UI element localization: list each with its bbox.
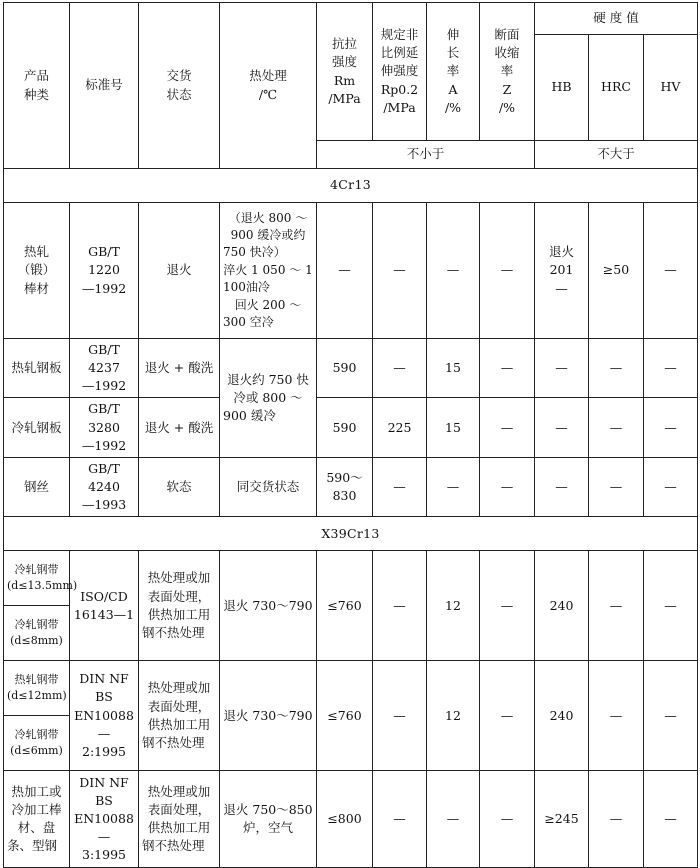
cell-delivery: 退火 + 酸洗 [139,398,220,457]
cell-heat-treatment: 同交货状态 [220,457,317,516]
cell-product: 钢丝 [4,457,70,516]
cell-standard: DIN NF BS EN10088— 3:1995 [70,771,139,868]
cell-rm: 590～830 [317,457,373,516]
cell-rm: 590 [317,398,373,457]
cell-hv: — [644,457,698,516]
cell-product: 冷轧钢带 (d≤13.5mm) [4,551,70,606]
cell-product: 冷轧钢带 (d≤6mm) [4,716,70,771]
header-hrc: HRC [589,35,644,141]
cell-hb: 退火 201 — [535,203,589,339]
cell-a: 15 [427,398,480,457]
cell-hrc: — [589,457,644,516]
cell-delivery: 热处理或加表面处理，供热加工用钢不热处理 [139,661,220,771]
cell-heat-treatment: 退火约 750 快冷或 800 ～ 900 缓冷 [220,339,317,458]
header-row-1 [4,3,698,35]
cell-standard: GB/T 4240 —1993 [70,457,139,516]
header-standard-no: 标准号 [70,3,139,169]
cell-z: — [480,457,535,516]
cell-rp: 225 [373,398,427,457]
cell-z: — [480,339,535,398]
cell-rp: — [373,661,427,771]
cell-a: 12 [427,551,480,661]
cell-a: — [427,203,480,339]
cell-a: 12 [427,661,480,771]
table-row [4,771,698,868]
cell-a: 15 [427,339,480,398]
header-yield-strength: 规定非 比例延 伸强度 Rp0.2 /MPa [373,3,427,141]
cell-hv: — [644,551,698,661]
header-hv: HV [644,35,698,141]
cell-hrc: — [589,661,644,771]
cell-standard: GB/T 3280 —1992 [70,398,139,457]
cell-standard: ISO/CD 16143—1 [70,551,139,661]
cell-rp: — [373,551,427,661]
cell-delivery: 热处理或加表面处理，供热加工用钢不热处理 [139,551,220,661]
header-hardness: 硬 度 值 [535,3,698,35]
header-hb: HB [535,35,589,141]
cell-product: 热加工或冷加工棒材、盘条、型钢 [4,771,70,868]
header-elongation: 伸 长 率 A /% [427,3,480,141]
steel-properties-table [3,2,698,868]
cell-product: 热轧（锻） 棒材 [4,203,70,339]
cell-rm: — [317,203,373,339]
header-not-greater-than: 不大于 [535,141,698,169]
cell-hrc: — [589,551,644,661]
cell-product: 热轧钢板 [4,339,70,398]
table-row [4,398,698,457]
cell-delivery: 软态 [139,457,220,516]
table-row [4,339,698,398]
cell-rm: 590 [317,339,373,398]
cell-hv: — [644,339,698,398]
section-row [4,517,698,551]
table-row [4,661,698,716]
cell-rm: ≤800 [317,771,373,868]
header-reduction-of-area: 断面 收缩 率 Z /% [480,3,535,141]
cell-delivery: 退火 [139,203,220,339]
cell-product: 冷轧钢带 (d≤8mm) [4,606,70,661]
cell-z: — [480,771,535,868]
cell-z: — [480,661,535,771]
header-heat-treatment: 热处理 /℃ [220,3,317,169]
cell-rm: ≤760 [317,661,373,771]
cell-rp: — [373,203,427,339]
cell-hv: — [644,771,698,868]
header-not-less-than: 不小于 [317,141,535,169]
cell-z: — [480,203,535,339]
cell-hb: 240 [535,551,589,661]
cell-heat-treatment: 退火 750～850 炉，空气 [220,771,317,868]
cell-hv: — [644,203,698,339]
cell-rp: — [373,771,427,868]
cell-hb: 240 [535,661,589,771]
cell-hrc: — [589,771,644,868]
table-row [4,203,698,339]
cell-hv: — [644,661,698,771]
cell-heat-treatment: （退火 800 ～ 900 缓冷或约 750 快冷） 淬火 1 050 ～ 1 100油冷 回火 200 ～ 300 空冷 [220,203,317,339]
cell-product: 冷轧钢板 [4,398,70,457]
cell-hb: ≥245 [535,771,589,868]
header-delivery-state: 交货 状态 [139,3,220,169]
section-title-4cr13: 4Cr13 [4,169,698,203]
table-row [4,551,698,606]
header-tensile-strength: 抗拉 强度 Rm /MPa [317,3,373,141]
cell-hrc: — [589,339,644,398]
cell-standard: GB/T 4237 —1992 [70,339,139,398]
cell-z: — [480,551,535,661]
cell-standard: DIN NF BS EN10088— 2:1995 [70,661,139,771]
header-product-type: 产品 种类 [4,3,70,169]
cell-rm: ≤760 [317,551,373,661]
cell-delivery: 退火 + 酸洗 [139,339,220,398]
cell-a: — [427,457,480,516]
cell-standard: GB/T 1220 —1992 [70,203,139,339]
cell-heat-treatment: 退火 730～790 [220,551,317,661]
cell-hrc: — [589,398,644,457]
cell-hrc: ≥50 [589,203,644,339]
cell-hb: — [535,339,589,398]
section-title-x39cr13: X39Cr13 [4,517,698,551]
cell-delivery: 热处理或加表面处理，供热加工用钢不热处理 [139,771,220,868]
cell-a: — [427,771,480,868]
cell-hv: — [644,398,698,457]
table-row [4,457,698,516]
cell-product: 热轧钢带 (d≤12mm) [4,661,70,716]
cell-hb: — [535,457,589,516]
cell-rp: — [373,339,427,398]
cell-z: — [480,398,535,457]
cell-rp: — [373,457,427,516]
cell-hb: — [535,398,589,457]
cell-heat-treatment: 退火 730～790 [220,661,317,771]
section-row [4,169,698,203]
